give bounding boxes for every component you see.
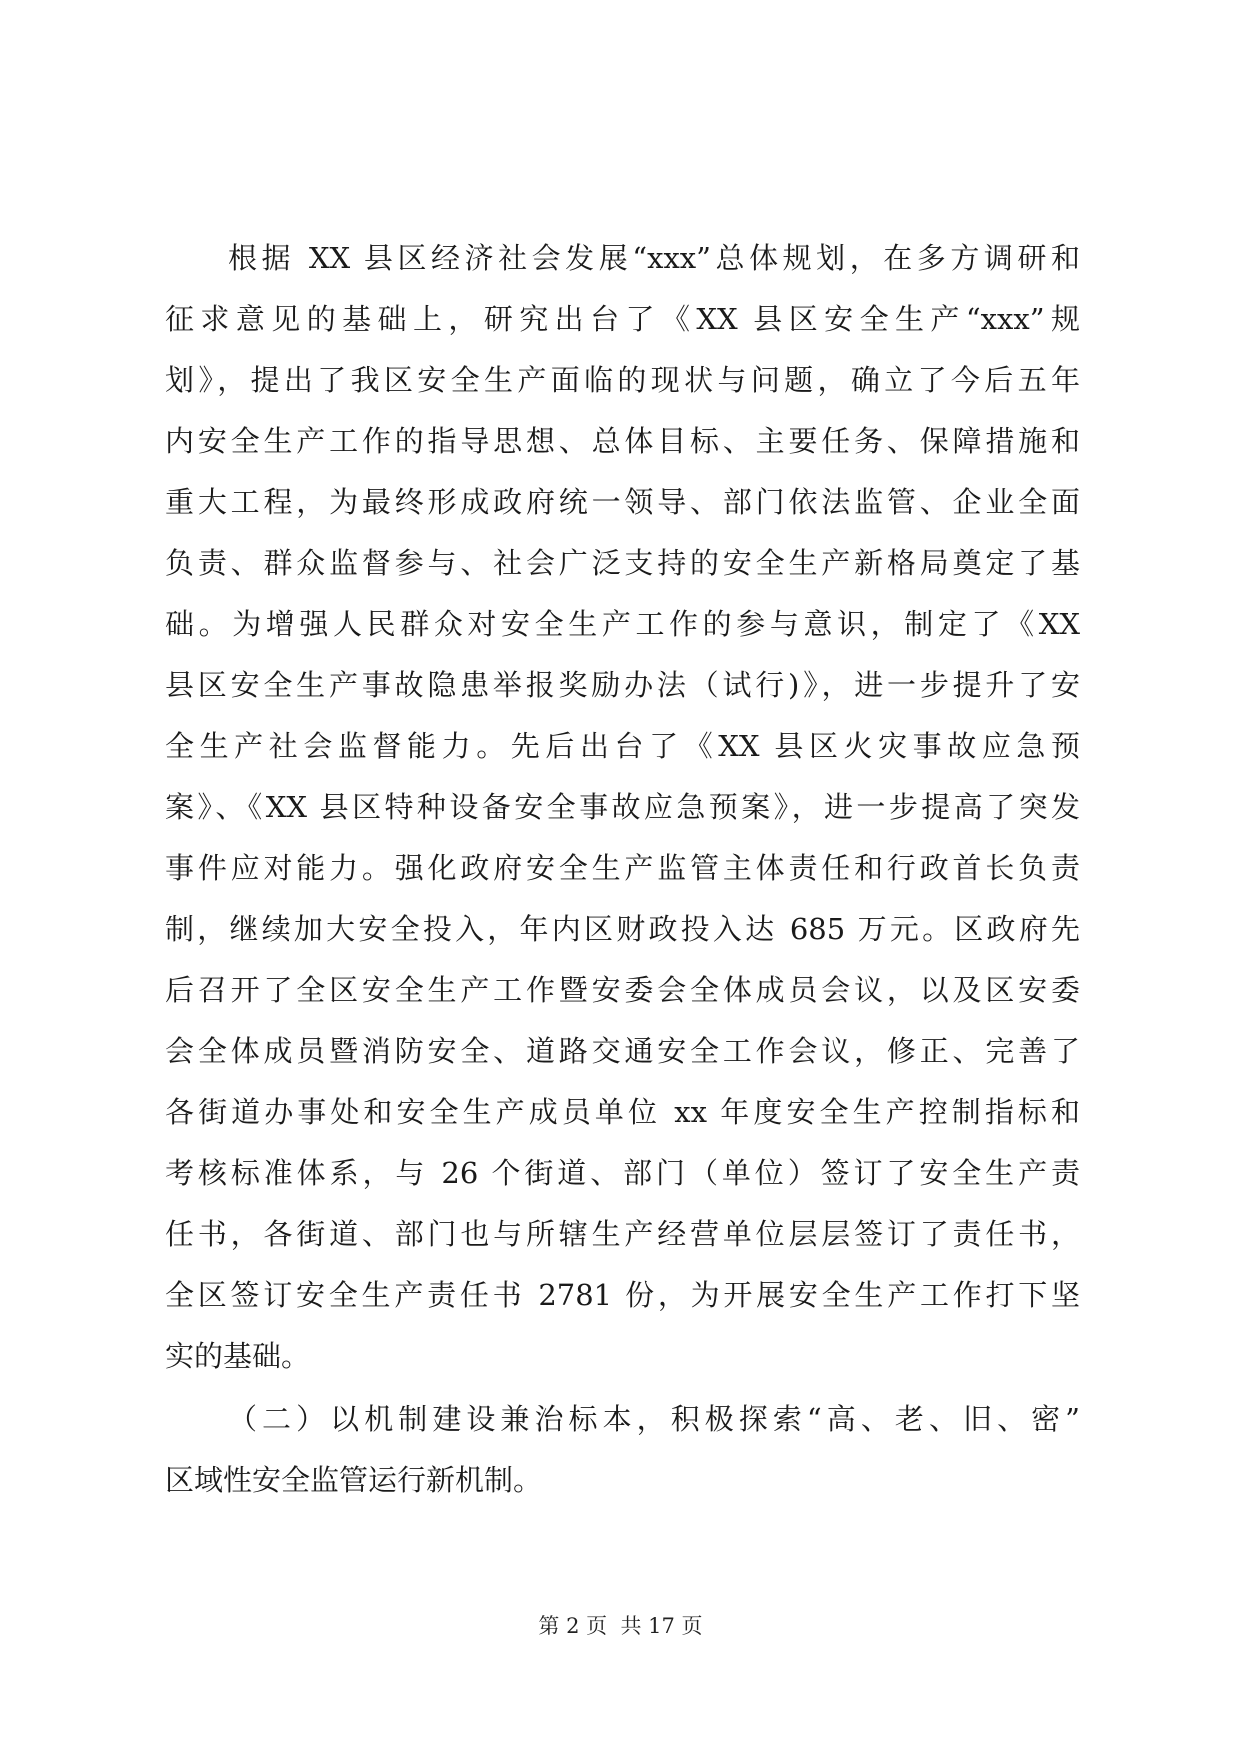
text-line: 事件应对能力。强化政府安全生产监管主体责任和行政首长负责 bbox=[165, 851, 1080, 885]
text-line: 全生产社会监督能力。先后出台了《XX 县区火灾事故应急预 bbox=[165, 729, 1080, 763]
paragraph-1 bbox=[165, 228, 1080, 1387]
text-line: 任书，各街道、部门也与所辖生产经营单位层层签订了责任书， bbox=[165, 1217, 1080, 1251]
text-line: 根据 XX 县区经济社会发展“xxx”总体规划，在多方调研和 bbox=[228, 241, 1080, 275]
text-line: 会全体成员暨消防安全、道路交通安全工作会议，修正、完善了 bbox=[165, 1034, 1080, 1068]
text-line: 重大工程，为最终形成政府统一领导、部门依法监管、企业全面 bbox=[165, 485, 1080, 519]
paragraph-2-heading bbox=[165, 1389, 1080, 1511]
text-line: 全区签订安全生产责任书 2781 份，为开展安全生产工作打下坚 bbox=[165, 1278, 1080, 1312]
text-line: 后召开了全区安全生产工作暨安委会全体成员会议，以及区安委 bbox=[165, 973, 1080, 1007]
text-line: 制，继续加大安全投入，年内区财政投入达 685 万元。区政府先 bbox=[165, 912, 1080, 946]
text-line: 实的基础。 bbox=[165, 1339, 311, 1373]
page-number: 第 2 页 共 17 页 bbox=[538, 1614, 703, 1638]
text-line: 内安全生产工作的指导思想、总体目标、主要任务、保障措施和 bbox=[165, 424, 1080, 458]
text-line: 县区安全生产事故隐患举报奖励办法（试行)》，进一步提升了安 bbox=[165, 668, 1080, 702]
text-line: 各街道办事处和安全生产成员单位 xx 年度安全生产控制指标和 bbox=[165, 1095, 1080, 1129]
text-line: 划》，提出了我区安全生产面临的现状与问题，确立了今后五年 bbox=[165, 363, 1080, 397]
text-line: 区域性安全监管运行新机制。 bbox=[165, 1463, 543, 1497]
text-line: （二）以机制建设兼治标本，积极探索“高、老、旧、密” bbox=[228, 1402, 1080, 1436]
document-body bbox=[165, 228, 1080, 1511]
text-line: 征求意见的基础上，研究出台了《XX 县区安全生产“xxx”规 bbox=[165, 302, 1080, 336]
text-line: 考核标准体系，与 26 个街道、部门（单位）签订了安全生产责 bbox=[165, 1156, 1080, 1190]
text-line: 负责、群众监督参与、社会广泛支持的安全生产新格局奠定了基 bbox=[165, 546, 1080, 580]
text-line: 础。为增强人民群众对安全生产工作的参与意识，制定了《XX bbox=[165, 607, 1080, 641]
text-line: 案》、《XX 县区特种设备安全事故应急预案》，进一步提高了突发 bbox=[165, 790, 1080, 824]
page-footer bbox=[0, 1610, 1241, 1640]
